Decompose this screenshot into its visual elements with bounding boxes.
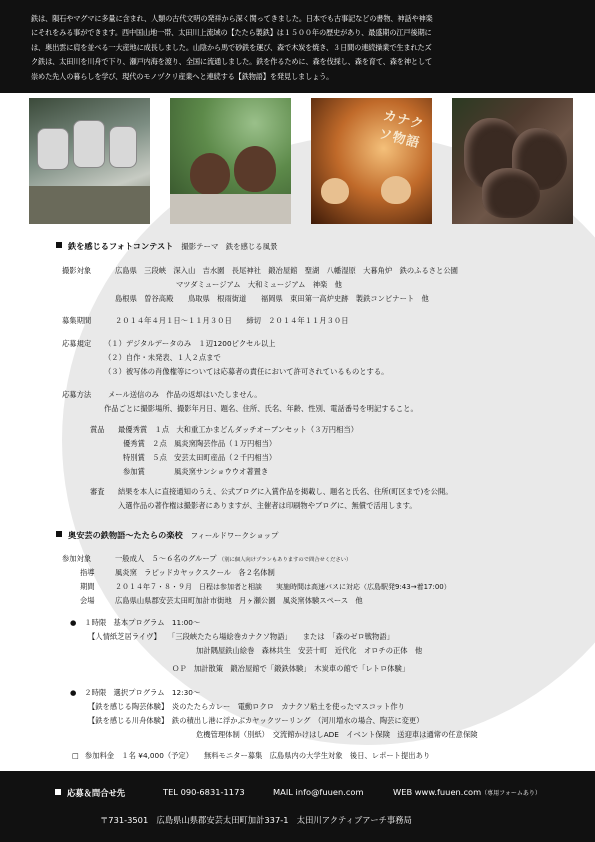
contact-title: 応募＆問合せ先: [55, 787, 125, 799]
contact-footer: [0, 771, 595, 842]
target-label: 撮影対象: [62, 266, 92, 275]
method-line: 作品ごとに撮影場所、撮影年月日、題名、住所、氏名、年齢、性別、電話番号を明記すること。: [104, 404, 418, 413]
ws-target: 一般成人 ５～６名のグループ （別に個人向けプランもありますので問合せください）: [115, 554, 352, 563]
target-line: 島根県 曽谷高殿 鳥取県 根雨街道 福岡県 東田第一高炉史跡 製鉄コンビナート 他: [115, 294, 429, 303]
target-line: マツダミュージアム 大和ミュージアム 神楽 他: [176, 280, 342, 289]
ws-guide: 風炎窯 ラピッドカヤックスクール 各２名体制: [115, 568, 275, 577]
square-icon: [55, 789, 61, 795]
intro-line: は、奥出雲に肩を並べる一大産地に成長しました。山陰から馬で砂鉄を運び、森で木炭を焼き、３日間の連続操業で生まれたズ: [31, 42, 432, 52]
workshop-title: 奥安芸の鉄物語～たたらの楽校 フィールドワークショップ: [56, 530, 278, 541]
photo-strip: [29, 98, 574, 224]
photo-kanakuso-story: [311, 98, 432, 224]
photo-iron-slag: [452, 98, 573, 224]
contact-mail[interactable]: MAIL info@fuuen.com: [273, 787, 364, 797]
review-line: 結果を本人に直接通知のうえ、公式ブログに入賞作品を掲載し、題名と氏名、住所(町区まで)を公開。: [118, 487, 453, 496]
contact-web-note: （専用フォームあり）: [481, 790, 541, 797]
intro-line: にそれをみる事ができます。西中国山地一帯、太田川上流域の【たたら製鉄】は１５００年の歴史があり、最盛期の江戸後期に: [31, 28, 432, 38]
ws-target-note: （別に個人向けプランもありますので問合せください）: [218, 557, 352, 563]
ws-venue: 広島県山県郡安芸太田町加計市街地 月ヶ瀬公園 風炎窯体験スペース 他: [115, 596, 363, 605]
square-icon: [56, 531, 62, 537]
program-1: ● １時限 基本プログラム 11:00～: [70, 618, 201, 627]
intro-line: ク鉄は、太田川を川舟で下り、瀬戸内海を渡り、全国に流通しました。鉄を作るために、森を伐採し、森を育て、森を神として: [31, 57, 432, 67]
method-label: 応募方法: [62, 390, 92, 399]
photo-caption: カナクソ物語: [377, 108, 426, 152]
photo-clay-figures: [170, 98, 291, 224]
intro-line: 崇めた先人の暮らしを学び、現代のモノヅクリ産業へと連続する【鉄物語】を発見しましょう。: [31, 71, 334, 81]
optional-program: ＯＰ 加計散策 鍛冶屋館で「鍛鉄体験」 木炭車の館で「レトロ体験」: [172, 664, 410, 673]
ws-period-label: 期間: [80, 582, 95, 591]
prize-line: 参加賞 風炎窯サンショウウオ著置き: [123, 467, 269, 476]
target-line: 広島県 三段峡 深入山 吉水園 長尾神社 鍛冶屋館 聖湖 八幡湿原 大暮角炉 鉄のふるさと公園: [115, 266, 458, 275]
rule-line: （３）被写体の肖像権等については応募者の責任において許可されているものとする。: [104, 367, 389, 376]
prize-label: 賞品: [90, 425, 105, 434]
review-label: 審査: [90, 487, 105, 496]
fee-line: □ 参加料金 １名 ¥4,000（予定） 無料モニター募集 広島県内の大学生対象 後日、レポート提出あり: [72, 751, 431, 760]
rule-line: （１）デジタルデータのみ １辺1200ピクセル以上: [104, 339, 276, 348]
intro-text: [31, 12, 566, 84]
photo-tatara-furnace: [29, 98, 150, 224]
prize-line: 最優秀賞 １点 大和重工かまどんダッチオーブンセット（３万円相当）: [118, 425, 358, 434]
method-line: メール送信のみ 作品の返却はいたしません。: [108, 390, 262, 399]
contest-theme: 撮影テーマ 鉄を感じる風景: [181, 242, 278, 251]
program-1-topics: 加計隅屋鉄山絵巻 森林共生 安芸十町 近代化 オロチの正体 他: [196, 646, 423, 655]
rules-label: 応募規定: [62, 339, 92, 348]
ws-venue-label: 会場: [80, 596, 95, 605]
program-2-kayak: 【鉄を感じる川舟体験】 鉄の積出し港に浮かぶカヤックツーリング （河川増水の場合、陶芸に変更）: [88, 716, 424, 725]
period-label: 募集期間: [62, 316, 92, 325]
prize-line: 特別賞 ５点 安芸太田町産品（２千円相当）: [123, 453, 277, 462]
contact-tel[interactable]: TEL 090-6831-1173: [163, 787, 245, 797]
program-2-safety: 危機管理体制（別紙） 交流館かけはしADE イベント保険 送迎車は通常の任意保険: [196, 730, 478, 739]
square-icon: [56, 242, 62, 248]
workshop-subtitle: フィールドワークショップ: [190, 531, 279, 540]
contact-web[interactable]: WEB www.fuuen.com（専用フォームあり）: [393, 787, 541, 797]
intro-banner: [0, 0, 595, 93]
contest-title: 鉄を感じるフォトコンテスト 撮影テーマ 鉄を感じる風景: [56, 241, 277, 252]
ws-period: ２０１４年７・８・９月 日程は参加者と相談 実施時間は高速バスに対応（広島駅発9:43→着17:00）: [115, 583, 451, 591]
program-2-pottery: 【鉄を感じる陶芸体験】 炎のたたらカレー 電動ロクロ カナクソ粘土を使ったマスコット作り: [88, 702, 405, 711]
review-line: 入選作品の著作権は撮影者にありますが、主催者は印刷物やブログに、無償で活用します。: [118, 501, 417, 510]
program-2: ● ２時限 選択プログラム 12:30～: [70, 688, 201, 697]
intro-line: 鉄は、隕石やマグマに多量に含まれ、人類の古代文明の発祥から深く関ってきました。日本でも古事記などの書物、神話や神楽: [31, 14, 433, 23]
program-1-show: 【人情紙芝居ライヴ】 「三段峡たたら場絵巻カナクソ物語」 または 「森のゼロ戦物語」: [88, 632, 394, 641]
contact-address: 〒731-3501 広島県山県郡安芸太田町加計337-1 太田川アクティブアーチ事務局: [100, 815, 412, 825]
ws-guide-label: 指導: [80, 568, 95, 577]
period-value: ２０１４年４月１日～１１月３０日 締切 ２０１４年１１月３０日: [115, 316, 349, 325]
rule-line: （２）自作・未発表、１人２点まで: [104, 353, 221, 362]
ws-target-label: 参加対象: [62, 554, 92, 563]
prize-line: 優秀賞 ２点 風炎窯陶芸作品（１万円相当）: [123, 439, 277, 448]
